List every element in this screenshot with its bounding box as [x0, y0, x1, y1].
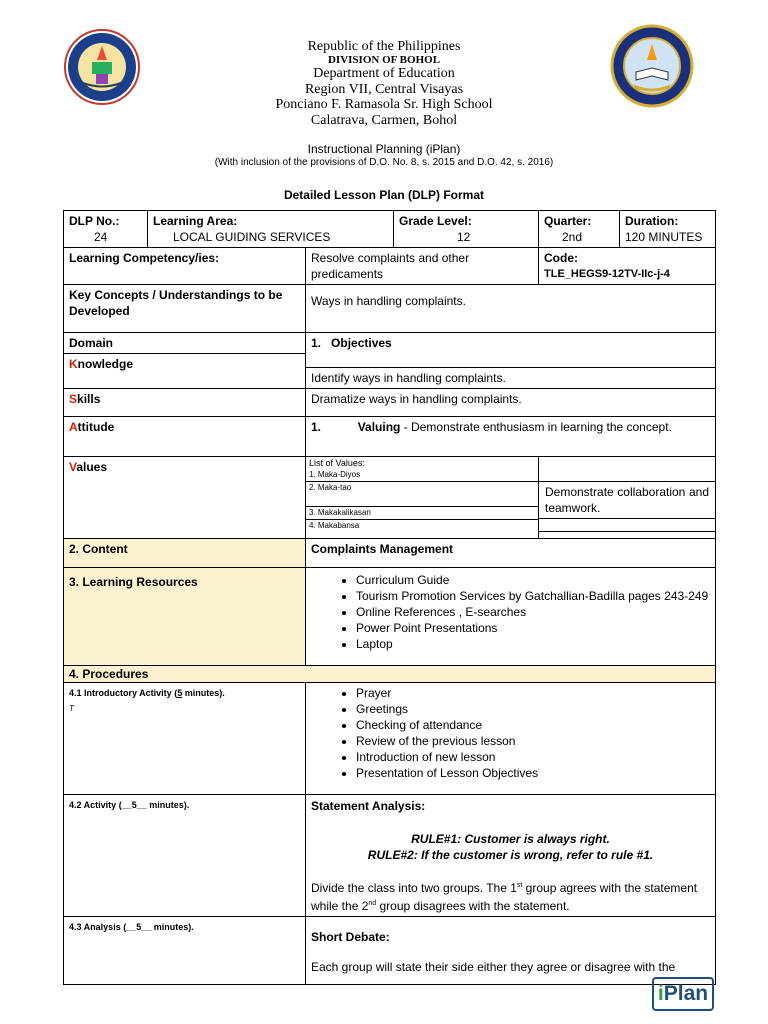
procedures-row [64, 666, 716, 683]
values-list-cell [306, 457, 539, 539]
analysis-text: Each group will state their side either they agree or disagree with the [311, 960, 676, 974]
list-item: • Online References , E-searches [356, 604, 710, 620]
iplan-title: Instructional Planning (iPlan) [307, 142, 461, 156]
analysis-minutes: __5__ [126, 922, 152, 932]
content-label: 2. Content [64, 539, 306, 568]
duration-cell [620, 211, 716, 248]
activity-title: Statement Analysis: [311, 799, 426, 813]
attitude-initial: A [69, 420, 78, 434]
values-list [306, 457, 538, 532]
analysis-suffix: minutes). [151, 922, 194, 932]
attitude-rest: ttitude [77, 420, 115, 434]
competency-row [64, 248, 716, 285]
values-initial: V [69, 460, 77, 474]
logo-i: i [657, 982, 664, 1005]
attitude-number: 1. [311, 420, 322, 434]
quarter-label: Quarter: [544, 214, 592, 228]
resources-label [64, 568, 306, 666]
iplan-logo [652, 977, 714, 1011]
code-cell [539, 248, 716, 285]
intro-label: 4.1 Introductory Activity ( [69, 688, 178, 698]
activity-text [311, 878, 710, 914]
intro-minutes: 5 [177, 688, 183, 698]
values-statement: Demonstrate collaboration and teamwork. [539, 482, 715, 519]
values-item: 4. Makabansa [309, 521, 360, 530]
values-item: 3. Makakalikasan [306, 507, 538, 520]
attitude-value-cell [306, 417, 716, 457]
resources-row [64, 568, 716, 666]
rule-2: RULE#2: If the customer is wrong, refer to rule #1. [367, 848, 654, 862]
intro-note: T [69, 704, 74, 713]
learning-area-label: Learning Area: [153, 214, 238, 228]
list-item: • Checking of attendance [356, 717, 710, 733]
dlp-no-value: 24 [94, 230, 108, 244]
intro-list [311, 685, 710, 781]
analysis-label: 4.3 Analysis ( [69, 922, 127, 932]
duration-label: Duration: [625, 214, 679, 228]
dlp-table [63, 210, 716, 985]
resources-label-text: 3. Learning Resources [69, 575, 198, 589]
skills-rest: kills [77, 392, 101, 406]
analysis-label-cell [64, 917, 306, 985]
list-item: • Review of the previous lesson [356, 733, 710, 749]
skills-row [64, 389, 716, 417]
competency-value: Resolve complaints and other predicaments [306, 248, 539, 285]
list-item: • Greetings [356, 701, 710, 717]
header-department: Department of Education [313, 66, 455, 81]
header-region: Region VII, Central Visayas [304, 82, 464, 97]
activity-text-part: group disagrees with the statement. [376, 899, 570, 913]
list-item: • Laptop [356, 636, 710, 652]
objectives-number: 1. [311, 336, 322, 350]
knowledge-initial: K [69, 357, 78, 371]
header-address: Calatrava, Carmen, Bohol [310, 113, 458, 128]
activity-label: 4.2 Activity ( [69, 800, 122, 810]
list-item: • Tourism Promotion Services by Gatchallian-Badilla pages 243-249 [356, 588, 710, 604]
learning-area-value: LOCAL GUIDING SERVICES [173, 230, 331, 244]
list-item: • Prayer [356, 685, 710, 701]
activity-text-part: Divide the class into two groups. The 1 [311, 881, 517, 895]
learning-area-cell [148, 211, 394, 248]
header-republic: Republic of the Philippines [307, 39, 461, 54]
key-concepts-value: Ways in handling complaints. [306, 285, 716, 333]
resources-list [311, 572, 710, 652]
activity-row [64, 795, 716, 917]
header-school: Ponciano F. Ramasola Sr. High School [275, 97, 493, 112]
grade-level-cell [394, 211, 539, 248]
knowledge-value: Identify ways in handling complaints. [306, 368, 716, 389]
grade-level-value: 12 [457, 230, 471, 244]
values-label [64, 457, 306, 539]
skills-value: Dramatize ways in handling complaints. [306, 389, 716, 417]
knowledge-rest: nowledge [77, 357, 134, 371]
attitude-value: - Demonstrate enthusiasm in learning the concept. [400, 420, 672, 434]
activity-label-cell [64, 795, 306, 917]
knowledge-label [64, 354, 306, 389]
iplan-subtitle: (With inclusion of the provisions of D.O. No. 8, s. 2015 and D.O. 42, s. 2016) [214, 157, 554, 168]
activity-text-part: group agrees with the statement while the 2 [311, 881, 698, 913]
list-item: • Power Point Presentations [356, 620, 710, 636]
analysis-content-cell [306, 917, 716, 985]
content-value: Complaints Management [306, 539, 716, 568]
attitude-row [64, 417, 716, 457]
domain-label: Domain [64, 333, 306, 354]
analysis-title: Short Debate: [311, 930, 390, 944]
code-label: Code: [544, 251, 578, 265]
skills-label [64, 389, 306, 417]
code-value: TLE_HEGS9-12TV-IIc-j-4 [544, 268, 670, 280]
intro-label-cell [64, 683, 306, 795]
attitude-label [64, 417, 306, 457]
rule-1: RULE#1: Customer is always right. [411, 832, 610, 846]
attitude-valuing: Valuing [357, 420, 401, 434]
list-item: • Presentation of Lesson Objectives [356, 765, 710, 781]
key-concepts-label: Key Concepts / Understandings to be Developed [64, 285, 306, 333]
procedures-label: 4. Procedures [64, 666, 716, 683]
intro-suffix: minutes). [182, 688, 225, 698]
header-division: DIVISION OF BOHOL [327, 54, 441, 66]
grade-level-label: Grade Level: [399, 214, 472, 228]
analysis-row [64, 917, 716, 985]
resources-list-cell [306, 568, 716, 666]
quarter-cell [539, 211, 620, 248]
activity-sup: st [516, 882, 523, 889]
activity-sup: nd [368, 900, 377, 907]
activity-minutes: __5__ [121, 800, 147, 810]
objectives-label: Objectives [331, 336, 392, 350]
values-rest: alues [76, 460, 108, 474]
objectives-heading [306, 333, 716, 368]
values-row [64, 457, 716, 539]
values-list-label: List of Values: [309, 458, 365, 468]
domain-row [64, 333, 716, 354]
dlp-no-cell [64, 211, 148, 248]
quarter-value: 2nd [562, 230, 583, 244]
info-row [64, 211, 716, 248]
values-statement-cell [539, 457, 716, 539]
activity-suffix: minutes). [146, 800, 190, 810]
content-row [64, 539, 716, 568]
list-item: • Curriculum Guide [356, 572, 710, 588]
dlp-no-label: DLP No.: [69, 214, 120, 228]
skills-initial: S [69, 392, 78, 406]
intro-list-cell [306, 683, 716, 795]
competency-label: Learning Competency/ies: [64, 248, 306, 285]
intro-row [64, 683, 716, 795]
values-item: 1. Maka-Diyos [306, 469, 538, 482]
key-concepts-row [64, 285, 716, 333]
logo-rest: Plan [663, 982, 709, 1005]
format-title: Detailed Lesson Plan (DLP) Format [283, 188, 485, 202]
values-item: 2. Maka-tao [306, 482, 538, 507]
activity-content-cell [306, 795, 716, 917]
duration-value: 120 MINUTES [625, 230, 703, 244]
list-item: • Introduction of new lesson [356, 749, 710, 765]
